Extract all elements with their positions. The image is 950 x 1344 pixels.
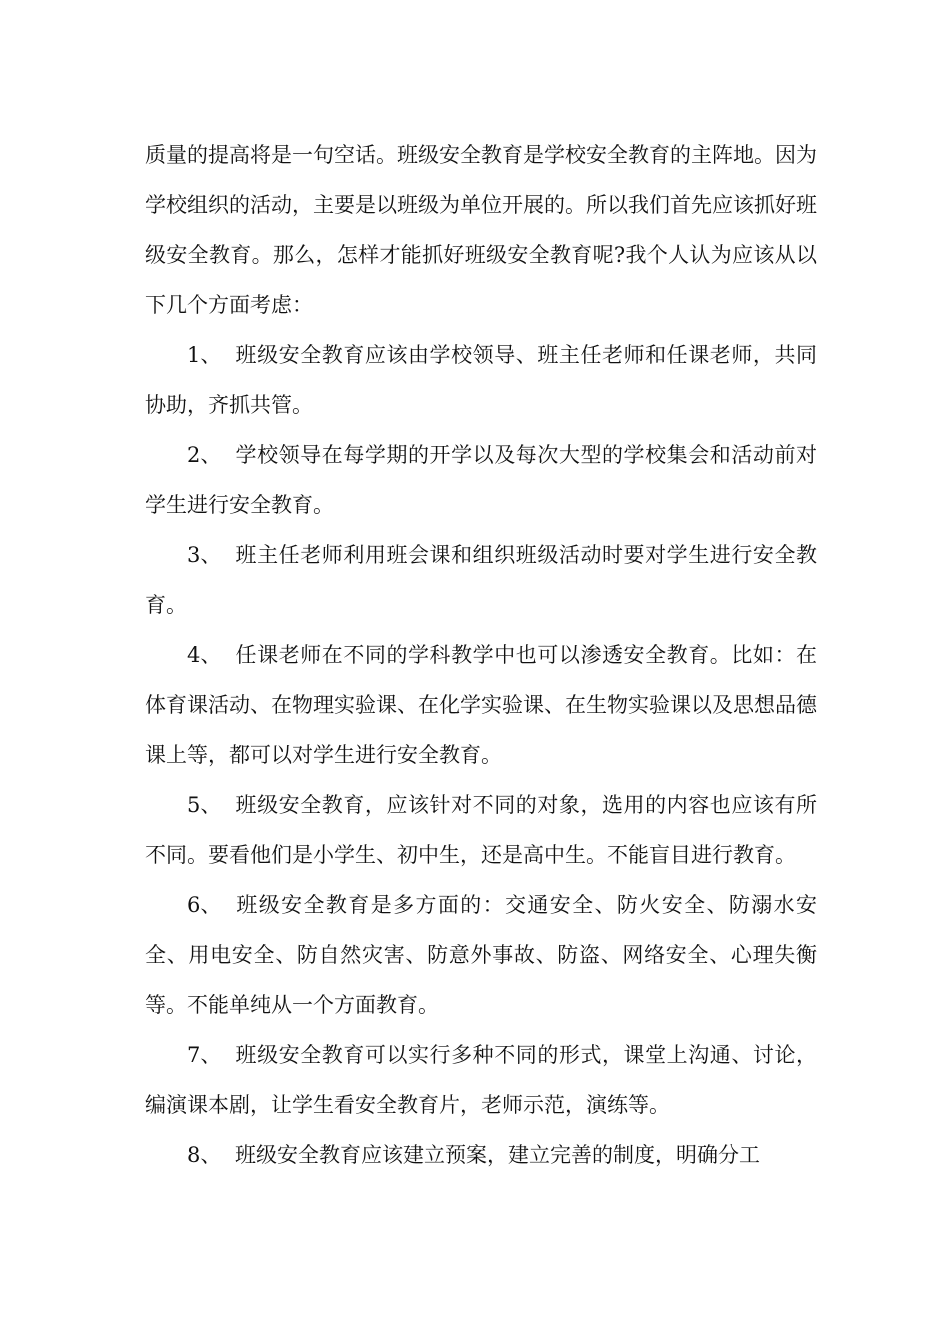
list-item-2	[145, 430, 817, 530]
list-item-text: 班级安全教育应该建立预案，建立完善的制度，明确分工	[235, 1143, 760, 1167]
list-item-number: 4、	[187, 643, 222, 667]
list-item-text: 班级安全教育应该由学校领导、班主任老师和任课老师，共同协助，齐抓共管。	[145, 343, 817, 417]
list-item-number: 7、	[187, 1043, 222, 1067]
intro-paragraph: 质量的提高将是一句空话。班级安全教育是学校安全教育的主阵地。因为学校组织的活动，主要是以班级为单位开展的。所以我们首先应该抓好班级安全教育。那么，怎样才能抓好班级安全教育呢?我个人认为应该从以下几个方面考虑：	[145, 143, 817, 317]
list-item-text: 任课老师在不同的学科教学中也可以渗透安全教育。比如：在体育课活动、在物理实验课、在化学实验课、在生物实验课以及思想品德课上等，都可以对学生进行安全教育。	[145, 643, 817, 767]
list-item-6	[145, 880, 817, 1030]
list-item-text: 班级安全教育，应该针对不同的对象，选用的内容也应该有所不同。要看他们是小学生、初中生，还是高中生。不能盲目进行教育。	[145, 793, 817, 867]
list-item-number: 2、	[187, 443, 222, 467]
list-item-4	[145, 630, 817, 780]
list-item-number: 8、	[187, 1143, 222, 1167]
list-item-text: 班级安全教育可以实行多种不同的形式，课堂上沟通、讨论，编演课本剧，让学生看安全教育片，老师示范，演练等。	[145, 1043, 817, 1117]
list-item-1	[145, 330, 817, 430]
list-item-5	[145, 780, 817, 880]
list-item-number: 5、	[187, 793, 222, 817]
list-item-8	[145, 1130, 817, 1180]
list-item-number: 1、	[187, 343, 222, 367]
list-item-text: 班级安全教育是多方面的：交通安全、防火安全、防溺水安全、用电安全、防自然灾害、防意外事故、防盗、网络安全、心理失衡等。不能单纯从一个方面教育。	[145, 893, 817, 1017]
list-item-7	[145, 1030, 817, 1130]
list-item-number: 3、	[187, 543, 222, 567]
list-item-number: 6、	[187, 893, 222, 917]
list-item-text: 班主任老师利用班会课和组织班级活动时要对学生进行安全教育。	[145, 543, 817, 617]
document-body	[145, 130, 817, 1180]
list-item-text: 学校领导在每学期的开学以及每次大型的学校集会和活动前对学生进行安全教育。	[145, 443, 817, 517]
list-item-3	[145, 530, 817, 630]
